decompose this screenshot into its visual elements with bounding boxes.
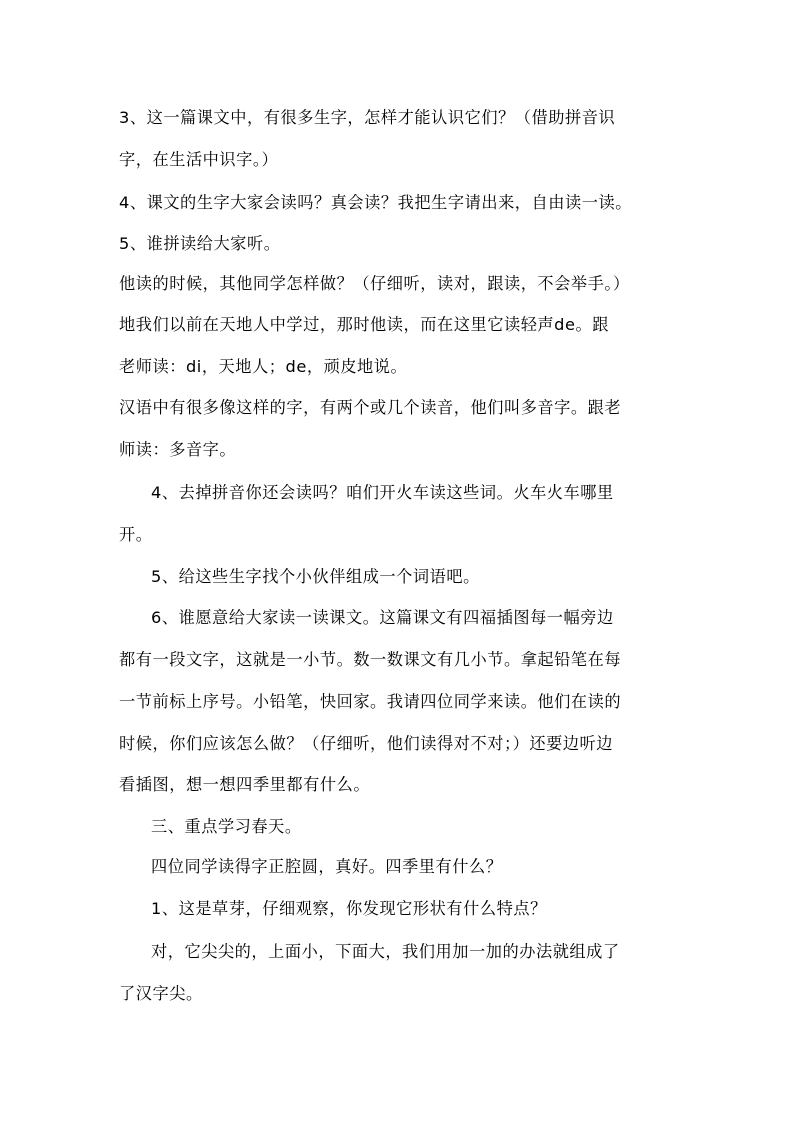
- text-line: 汉语中有很多像这样的字，有两个或几个读音，他们叫多音字。跟老: [119, 398, 622, 417]
- section-heading: 三、重点学习春天。: [151, 817, 302, 836]
- text-line: 老师读：di，天地人；de，顽皮地说。: [119, 357, 408, 376]
- text-line: 5、给这些生字找个小伙伴组成一个词语吧。: [151, 567, 480, 586]
- text-line: 了汉字尖。: [119, 984, 203, 1003]
- text-line: 开。: [119, 525, 153, 544]
- text-line: 6、谁愿意给大家读一读课文。这篇课文有四福插图每一幅旁边: [151, 608, 614, 627]
- text-line: 4、去掉拼音你还会读吗？咱们开火车读这些词。火车火车哪里: [151, 483, 614, 502]
- text-line: 字，在生活中识字。）: [119, 150, 279, 169]
- text-line: 1、这是草芽，仔细观察，你发现它形状有什么特点？: [151, 899, 547, 918]
- text-line: 看插图，想一想四季里都有什么。: [119, 775, 371, 794]
- text-line: 师读：多音字。: [119, 440, 237, 459]
- text-line: 3、这一篇课文中，有很多生字，怎样才能认识它们？（借助拼音识: [119, 108, 616, 127]
- text-line: 他读的时候，其他同学怎样做？（仔细听，读对，跟读，不会举手。）: [119, 274, 630, 293]
- text-line: 时候，你们应该怎么做？（仔细听，他们读得对不对；）还要边听边: [119, 734, 614, 753]
- text-line: 5、谁拼读给大家听。: [119, 234, 281, 253]
- text-line: 4、课文的生字大家会读吗？真会读？我把生字请出来，自由读一读。: [119, 193, 632, 212]
- text-line: 对，它尖尖的，上面小，下面大，我们用加一加的办法就组成了: [151, 942, 620, 961]
- text-line: 都有一段文字，这就是一小节。数一数课文有几小节。拿起铅笔在每: [119, 650, 622, 669]
- text-line: 一节前标上序号。小铅笔，快回家。我请四位同学来读。他们在读的: [119, 692, 622, 711]
- text-line: 地我们以前在天地人中学过，那时他读，而在这里它读轻声de。跟: [119, 315, 609, 334]
- text-line: 四位同学读得字正腔圆，真好。四季里有什么？: [151, 857, 503, 876]
